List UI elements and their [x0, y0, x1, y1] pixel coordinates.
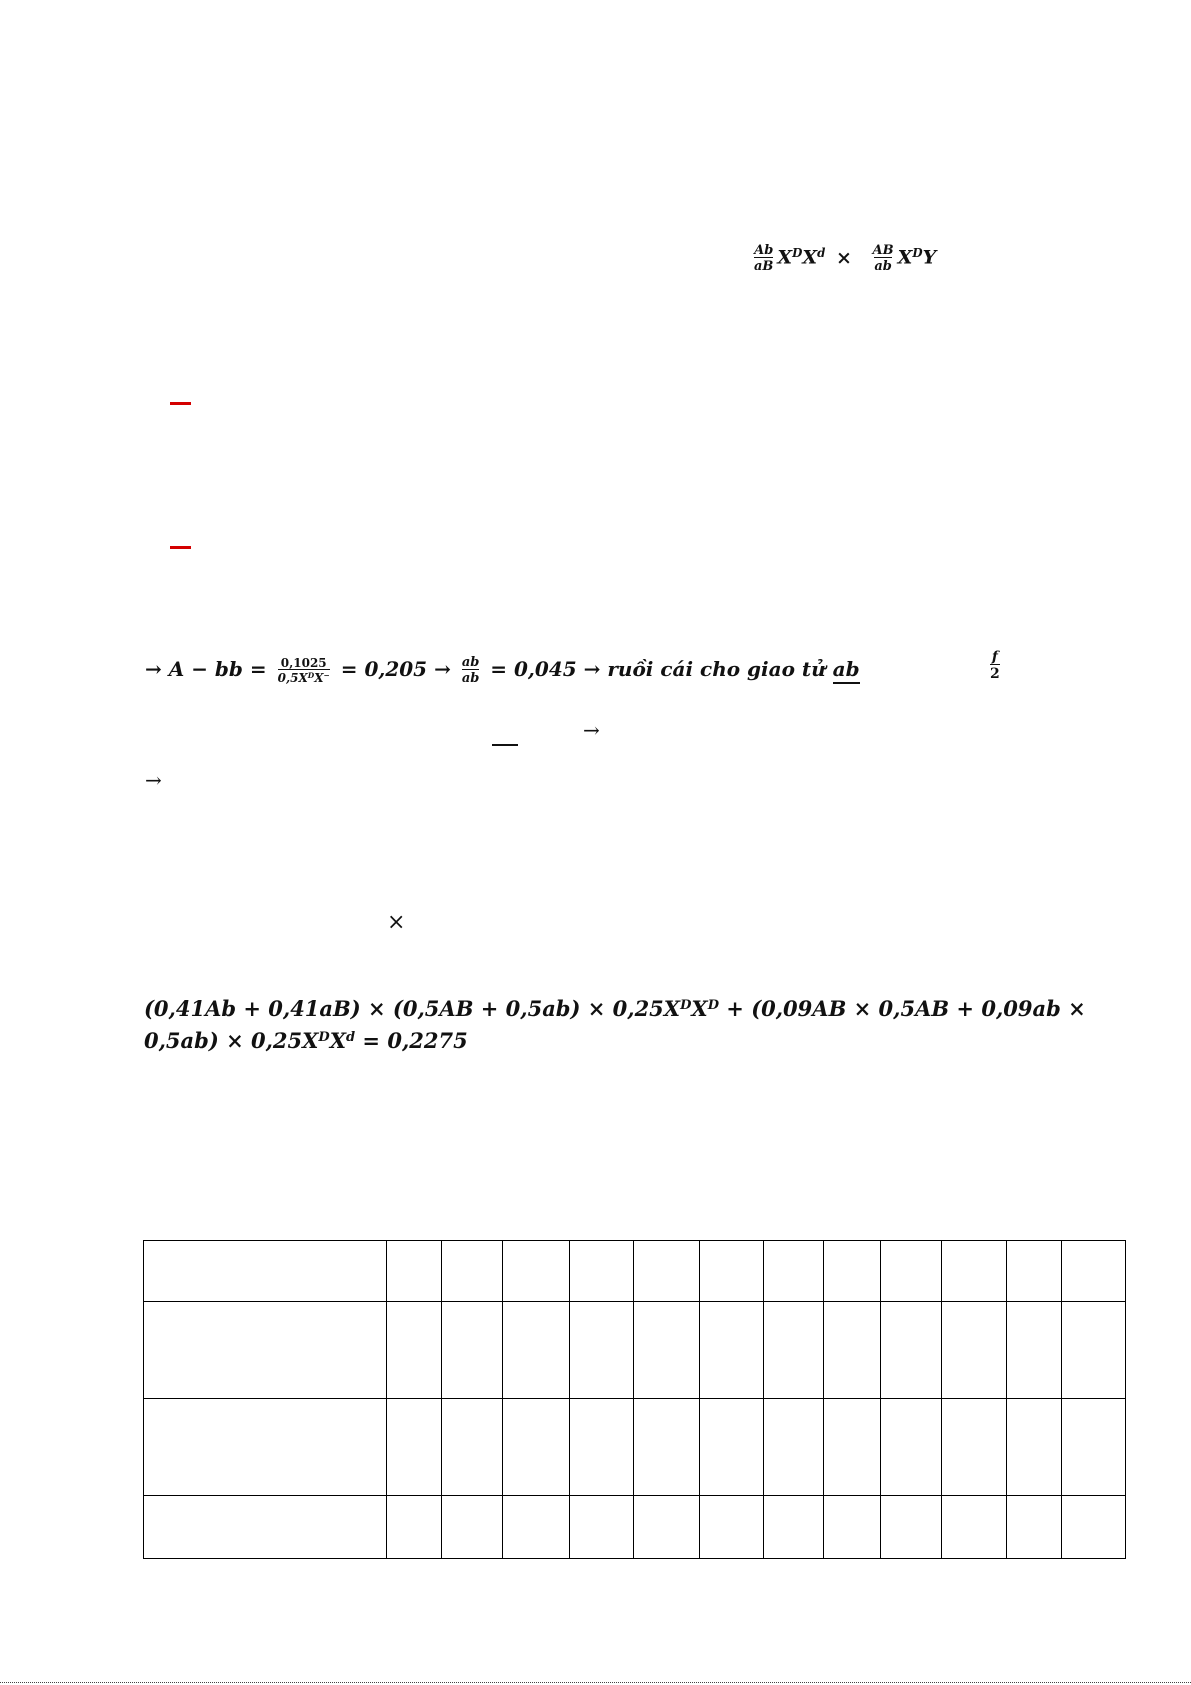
- equation-line-2: $0,5ab) \times 0,25X^DX^d = 0,2275$: [144, 1028, 468, 1053]
- table-cell: [503, 1241, 570, 1302]
- table-cell: [503, 1302, 570, 1399]
- table-cell: [700, 1399, 764, 1496]
- arrow-symbol: →: [583, 718, 600, 742]
- probability-equation: [144, 993, 1086, 1057]
- table-cell: [503, 1496, 570, 1559]
- table-cell: [881, 1496, 942, 1559]
- table-cell: [881, 1399, 942, 1496]
- table-cell: [700, 1496, 764, 1559]
- table-cell: [144, 1496, 387, 1559]
- table-cell: [442, 1496, 503, 1559]
- table-cell: [1007, 1399, 1062, 1496]
- table-cell: [634, 1241, 700, 1302]
- female-genotype-fraction: $\frac{Ab}{aB}$: [754, 243, 774, 274]
- table-cell: [634, 1496, 700, 1559]
- table-cell: [1062, 1496, 1126, 1559]
- table-cell: [570, 1399, 634, 1496]
- table-cell: [824, 1241, 881, 1302]
- times-symbol: ×: [387, 910, 406, 935]
- table-cell: [570, 1302, 634, 1399]
- table-row: [144, 1302, 1126, 1399]
- ratio-fraction: $\frac{0,1025}{0,5X^DX^-}$: [277, 656, 330, 685]
- ab-fraction: $\frac{ab}{ab}$: [461, 655, 480, 686]
- calculation-line: → A − bb = $\frac{0,1025}{0,5X^DX^-}$ = 0,205 → $\frac{ab}{ab}$ = 0,045 → ruồi cái cho giao tử ab: [145, 655, 860, 686]
- table-cell: [570, 1241, 634, 1302]
- table-cell: [700, 1302, 764, 1399]
- f-over-2-fraction: $\frac{f}{2}$: [990, 649, 1000, 682]
- table-cell: [1062, 1399, 1126, 1496]
- table-row: [144, 1241, 1126, 1302]
- table-cell: [144, 1302, 387, 1399]
- equation-line-1: $(0,41Ab + 0,41aB) \times (0,5AB + 0,5ab) \times 0,25X^DX^D + (0,09AB \times 0,5AB + 0,09ab$ ×: [144, 996, 1086, 1021]
- table-cell: [1007, 1241, 1062, 1302]
- table-cell: [144, 1241, 387, 1302]
- table-cell: [942, 1496, 1007, 1559]
- table-cell: [387, 1496, 442, 1559]
- cross-formula: $\frac{Ab}{aB}$ $X^DX^d$ × $\frac{AB}{ab}$ $X^DY$: [754, 243, 937, 274]
- table-cell: [764, 1241, 824, 1302]
- table-cell: [442, 1399, 503, 1496]
- arrow-symbol: →: [145, 768, 162, 792]
- table-cell: [824, 1302, 881, 1399]
- table-cell: [764, 1399, 824, 1496]
- table-cell: [824, 1399, 881, 1496]
- table-cell: [144, 1399, 387, 1496]
- table-cell: [942, 1302, 1007, 1399]
- table-cell: [764, 1496, 824, 1559]
- table-row: [144, 1399, 1126, 1496]
- table-cell: [942, 1399, 1007, 1496]
- cross-times-symbol: ×: [835, 246, 852, 269]
- table-cell: [764, 1302, 824, 1399]
- table-cell: [570, 1496, 634, 1559]
- table-cell: [387, 1302, 442, 1399]
- table-cell: [1062, 1302, 1126, 1399]
- table-cell: [387, 1241, 442, 1302]
- table-cell: [442, 1302, 503, 1399]
- table-cell: [503, 1399, 570, 1496]
- table-cell: [881, 1302, 942, 1399]
- table-cell: [387, 1399, 442, 1496]
- table-cell: [1007, 1496, 1062, 1559]
- table-cell: [942, 1241, 1007, 1302]
- table-cell: [634, 1399, 700, 1496]
- table-cell: [824, 1496, 881, 1559]
- table-cell: [881, 1241, 942, 1302]
- answer-grid-table: [143, 1240, 1126, 1559]
- short-dash-mark: [492, 744, 518, 746]
- page-bottom-dotted-border: [0, 1682, 1191, 1683]
- table-row: [144, 1496, 1126, 1559]
- table-cell: [442, 1241, 503, 1302]
- table-cell: [634, 1302, 700, 1399]
- red-underline-mark: [170, 402, 191, 405]
- table-cell: [1062, 1241, 1126, 1302]
- gamete-ab: ab: [833, 657, 860, 684]
- table-cell: [700, 1241, 764, 1302]
- male-genotype-fraction: $\frac{AB}{ab}$: [872, 243, 894, 274]
- table-cell: [1007, 1302, 1062, 1399]
- red-underline-mark: [170, 546, 191, 549]
